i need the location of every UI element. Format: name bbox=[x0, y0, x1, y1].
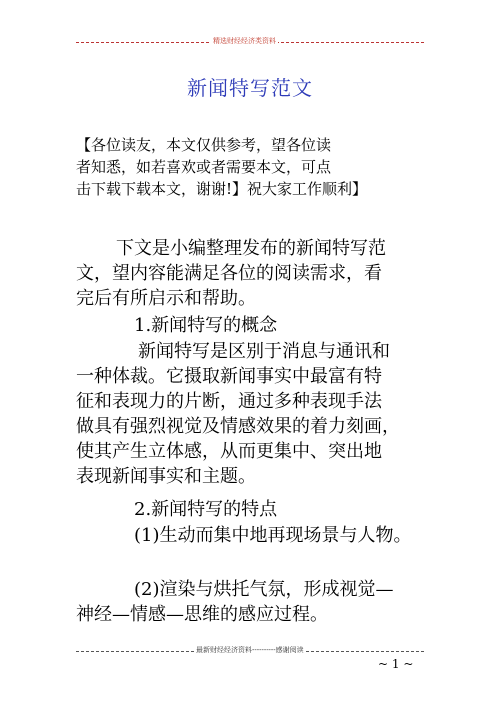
section-heading-concept: 1.新闻特写的概念 bbox=[134, 315, 278, 336]
reader-notice bbox=[76, 134, 436, 200]
feature-item-2 bbox=[76, 577, 430, 627]
header-text: 精选财经经济类资料 bbox=[213, 37, 276, 45]
paragraph-line: 做具有强烈视觉及情感效果的着力刻画， bbox=[76, 416, 400, 437]
paragraph-line: 使其产生立体感，从而更集中、突出地 bbox=[76, 441, 382, 462]
paragraph-line: 神经—情感—思维的感应过程。 bbox=[76, 604, 328, 625]
paragraph-line: 表现新闻事实和主题。 bbox=[76, 466, 256, 487]
concept-paragraph bbox=[76, 339, 430, 489]
section-heading-features: 2.新闻特写的特点 bbox=[134, 499, 278, 520]
paragraph-line: 完后有所启示和帮助。 bbox=[76, 288, 256, 309]
paragraph-line: 新闻特写是区别于消息与通讯和 bbox=[138, 341, 390, 362]
paragraph-line: 一种体裁。它摄取新闻事实中最富有特 bbox=[76, 366, 382, 387]
feature-item-1: (1)生动而集中地再现场景与人物。 bbox=[134, 525, 412, 546]
paragraph-line: 下文是小编整理发布的新闻特写范 bbox=[116, 238, 386, 259]
notice-line: 者知悉，如若喜欢或者需要本文，可点 bbox=[76, 158, 332, 176]
notice-line: 击下载下载本文，谢谢!】祝大家工作顺利】 bbox=[76, 180, 368, 198]
notice-line: 【各位读友，本文仅供参考，望各位读 bbox=[76, 136, 332, 154]
paragraph-line: 征和表现力的片断，通过多种表现手法 bbox=[76, 391, 382, 412]
paragraph-line: (2)渲染与烘托气氛，形成视觉— bbox=[134, 579, 394, 600]
document-title: 新闻特写范文 bbox=[187, 76, 313, 100]
paragraph-line: 文，望内容能满足各位的阅读需求，看 bbox=[76, 263, 382, 284]
intro-paragraph bbox=[76, 236, 430, 311]
page-number: ~ 1 ~ bbox=[378, 657, 414, 671]
footer-text: 最新财经经济资料----------感谢阅读 bbox=[196, 646, 304, 654]
